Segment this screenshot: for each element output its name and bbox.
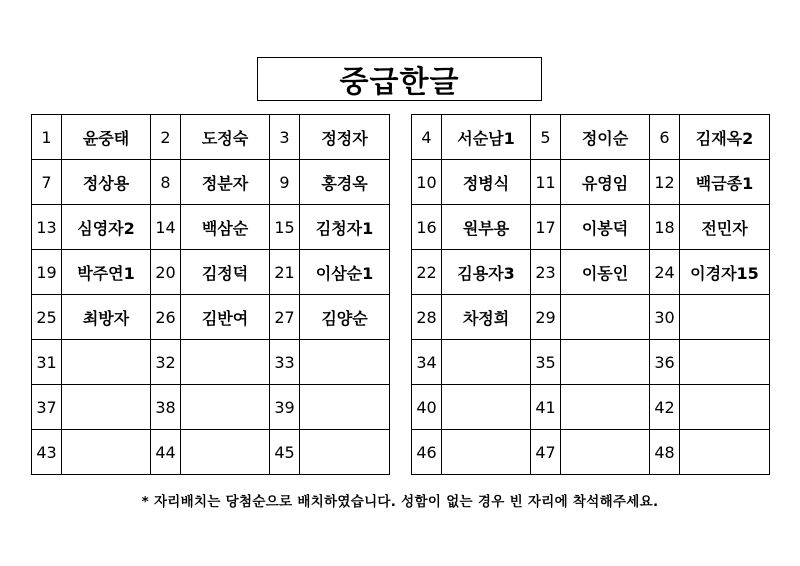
seat-name xyxy=(181,340,270,385)
seat-name xyxy=(680,430,770,475)
seat-number: 17 xyxy=(531,205,561,250)
seat-number: 46 xyxy=(412,430,442,475)
seat-name: 김반여 xyxy=(181,295,270,340)
seat-row xyxy=(32,205,390,250)
seat-number: 8 xyxy=(151,160,181,205)
seat-number: 40 xyxy=(412,385,442,430)
seat-number: 16 xyxy=(412,205,442,250)
seat-name: 원부용 xyxy=(442,205,531,250)
seat-name: 정상용 xyxy=(62,160,151,205)
seat-number: 25 xyxy=(32,295,62,340)
seat-number: 19 xyxy=(32,250,62,295)
seat-number: 6 xyxy=(650,115,680,160)
footnote: * 자리배치는 당첨순으로 배치하였습니다. 성함이 없는 경우 빈 자리에 착석해주세요. xyxy=(141,494,659,510)
seat-row xyxy=(412,160,770,205)
seat-number: 13 xyxy=(32,205,62,250)
seat-name: 이경자15 xyxy=(680,250,770,295)
seat-row xyxy=(32,250,390,295)
seat-name: 백삼순 xyxy=(181,205,270,250)
seat-number: 21 xyxy=(270,250,300,295)
seat-name: 윤중태 xyxy=(62,115,151,160)
seat-row xyxy=(32,295,390,340)
seat-name: 도정숙 xyxy=(181,115,270,160)
seat-name: 서순남1 xyxy=(442,115,531,160)
seat-name xyxy=(300,340,390,385)
seat-number: 3 xyxy=(270,115,300,160)
seat-name xyxy=(181,430,270,475)
seat-number: 42 xyxy=(650,385,680,430)
seat-number: 48 xyxy=(650,430,680,475)
seat-number: 20 xyxy=(151,250,181,295)
seat-number: 14 xyxy=(151,205,181,250)
seat-number: 37 xyxy=(32,385,62,430)
seat-name: 백금종1 xyxy=(680,160,770,205)
seat-name xyxy=(680,295,770,340)
seat-name xyxy=(300,385,390,430)
seat-name: 정정자 xyxy=(300,115,390,160)
seat-number: 43 xyxy=(32,430,62,475)
seat-row xyxy=(412,205,770,250)
seat-row xyxy=(32,430,390,475)
seat-number: 33 xyxy=(270,340,300,385)
seating-table-left xyxy=(31,114,390,475)
seat-name xyxy=(62,340,151,385)
seat-name: 이삼순1 xyxy=(300,250,390,295)
seat-name xyxy=(561,385,650,430)
seat-number: 38 xyxy=(151,385,181,430)
seat-name: 차정희 xyxy=(442,295,531,340)
seat-row xyxy=(32,115,390,160)
seating-table-right xyxy=(411,114,770,475)
seat-number: 47 xyxy=(531,430,561,475)
seat-number: 28 xyxy=(412,295,442,340)
seat-number: 4 xyxy=(412,115,442,160)
seat-name: 최방자 xyxy=(62,295,151,340)
seat-name: 김양순 xyxy=(300,295,390,340)
seat-name xyxy=(561,295,650,340)
seat-number: 24 xyxy=(650,250,680,295)
seat-number: 35 xyxy=(531,340,561,385)
seat-name xyxy=(62,430,151,475)
seat-name xyxy=(442,430,531,475)
seat-number: 39 xyxy=(270,385,300,430)
seat-name xyxy=(300,430,390,475)
seat-name xyxy=(561,430,650,475)
seat-number: 30 xyxy=(650,295,680,340)
seat-number: 31 xyxy=(32,340,62,385)
page-title: 중급한글 xyxy=(257,57,542,101)
seat-number: 45 xyxy=(270,430,300,475)
seat-name: 정이순 xyxy=(561,115,650,160)
seat-name: 김재옥2 xyxy=(680,115,770,160)
seat-name xyxy=(62,385,151,430)
seat-row xyxy=(32,385,390,430)
seat-number: 29 xyxy=(531,295,561,340)
seat-number: 44 xyxy=(151,430,181,475)
seat-name: 김정덕 xyxy=(181,250,270,295)
seat-row xyxy=(412,115,770,160)
seat-number: 18 xyxy=(650,205,680,250)
seat-number: 34 xyxy=(412,340,442,385)
seat-name: 유영임 xyxy=(561,160,650,205)
seat-number: 26 xyxy=(151,295,181,340)
seat-name: 이봉덕 xyxy=(561,205,650,250)
seat-name: 홍경옥 xyxy=(300,160,390,205)
seat-number: 5 xyxy=(531,115,561,160)
seat-number: 22 xyxy=(412,250,442,295)
seat-number: 12 xyxy=(650,160,680,205)
seat-name: 정병식 xyxy=(442,160,531,205)
seat-row xyxy=(412,340,770,385)
seat-number: 11 xyxy=(531,160,561,205)
seat-number: 9 xyxy=(270,160,300,205)
seat-name xyxy=(680,385,770,430)
seat-name xyxy=(181,385,270,430)
seat-number: 36 xyxy=(650,340,680,385)
seat-number: 10 xyxy=(412,160,442,205)
seat-row xyxy=(32,340,390,385)
seat-number: 15 xyxy=(270,205,300,250)
seat-number: 1 xyxy=(32,115,62,160)
seat-name: 전민자 xyxy=(680,205,770,250)
seat-name xyxy=(442,340,531,385)
seat-name: 박주연1 xyxy=(62,250,151,295)
seat-name: 심영자2 xyxy=(62,205,151,250)
seat-number: 32 xyxy=(151,340,181,385)
seat-name xyxy=(561,340,650,385)
seat-number: 27 xyxy=(270,295,300,340)
seat-row xyxy=(412,295,770,340)
seat-number: 2 xyxy=(151,115,181,160)
seat-number: 23 xyxy=(531,250,561,295)
seat-number: 41 xyxy=(531,385,561,430)
seat-name: 김청자1 xyxy=(300,205,390,250)
seat-row xyxy=(412,250,770,295)
seat-row xyxy=(32,160,390,205)
seat-number: 7 xyxy=(32,160,62,205)
seat-name xyxy=(680,340,770,385)
seat-row xyxy=(412,385,770,430)
seat-name: 이동인 xyxy=(561,250,650,295)
seat-row xyxy=(412,430,770,475)
seat-name: 김용자3 xyxy=(442,250,531,295)
seat-name xyxy=(442,385,531,430)
seat-name: 정분자 xyxy=(181,160,270,205)
